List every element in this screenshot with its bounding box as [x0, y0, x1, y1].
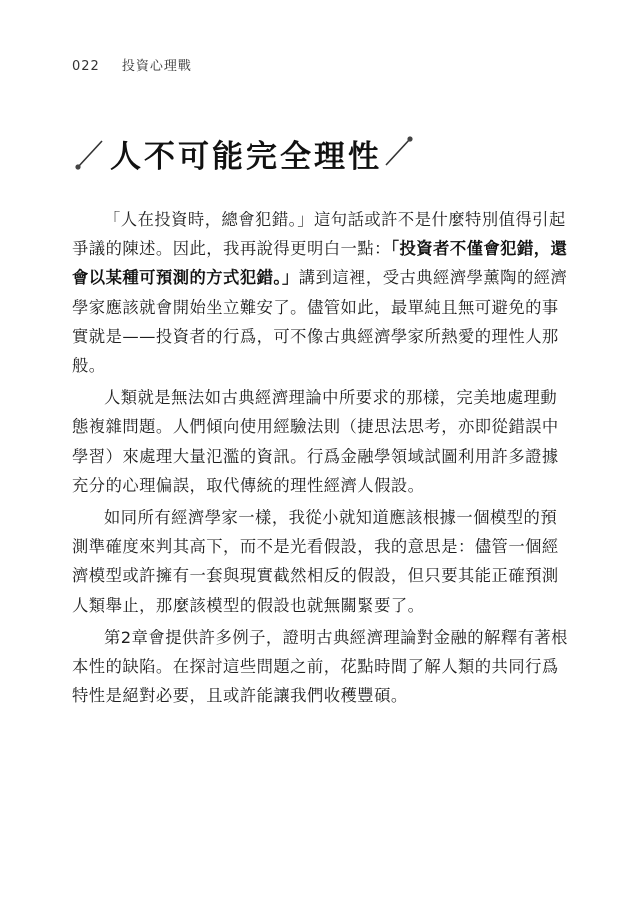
paragraph-1	[72, 205, 570, 380]
body-text	[72, 205, 570, 710]
paragraph-2-text: 人類就是無法如古典經濟理論中所要求的那樣，完美地處理動態複雜問題。人們傾向使用經驗法則（捷思法思考，亦即從錯誤中學習）來處理大量氾濫的資訊。行爲金融學領域試圖利用許多證據充分的心理偏誤，取代傳統的理性經濟人假設。	[72, 388, 559, 495]
paragraph-4-text: 第2章會提供許多例子，證明古典經濟理論對金融的解釋有著根本性的缺陷。在探討這些問題之前，花點時間了解人類的共同行爲特性是絕對必要，且或許能讓我們收穫豐碩。	[72, 627, 568, 706]
paragraph-3	[72, 503, 570, 620]
paragraph-2	[72, 383, 570, 500]
page-number: 022	[72, 59, 100, 74]
paragraph-1-text-b: 講到這裡，受古典經濟學薰陶的經濟學家應該就會開始坐立難安了。儘管如此，最單純且無可避免的事實就是——投資者的行爲，可不像古典經濟學家所熱愛的理性人那般。	[72, 268, 568, 376]
slash-right-icon	[382, 131, 416, 175]
paragraph-4	[72, 623, 570, 711]
paragraph-3-text: 如同所有經濟學家一樣，我從小就知道應該根據一個模型的預測準確度來判其高下，而不是光看假設，我的意思是：儘管一個經濟模型或許擁有一套與現實截然相反的假設，但只要其能正確預測人類舉止，那麼該模型的假設也就無關緊要了。	[72, 508, 559, 615]
running-head	[72, 55, 192, 74]
book-title: 投資心理戰	[121, 59, 192, 74]
section-title: 人不可能完全理性	[110, 138, 382, 175]
section-heading	[72, 128, 416, 178]
slash-left-icon	[72, 131, 106, 175]
paragraph-1-bold: 「投資者不僅會犯錯，還會以某種可預測的方式犯錯。」	[72, 239, 568, 288]
paragraph-1-text-a: 「人在投資時，總會犯錯。」這句話或許不是什麼特別值得引起爭議的陳述。因此，我再說得更明白一點：	[72, 210, 566, 259]
